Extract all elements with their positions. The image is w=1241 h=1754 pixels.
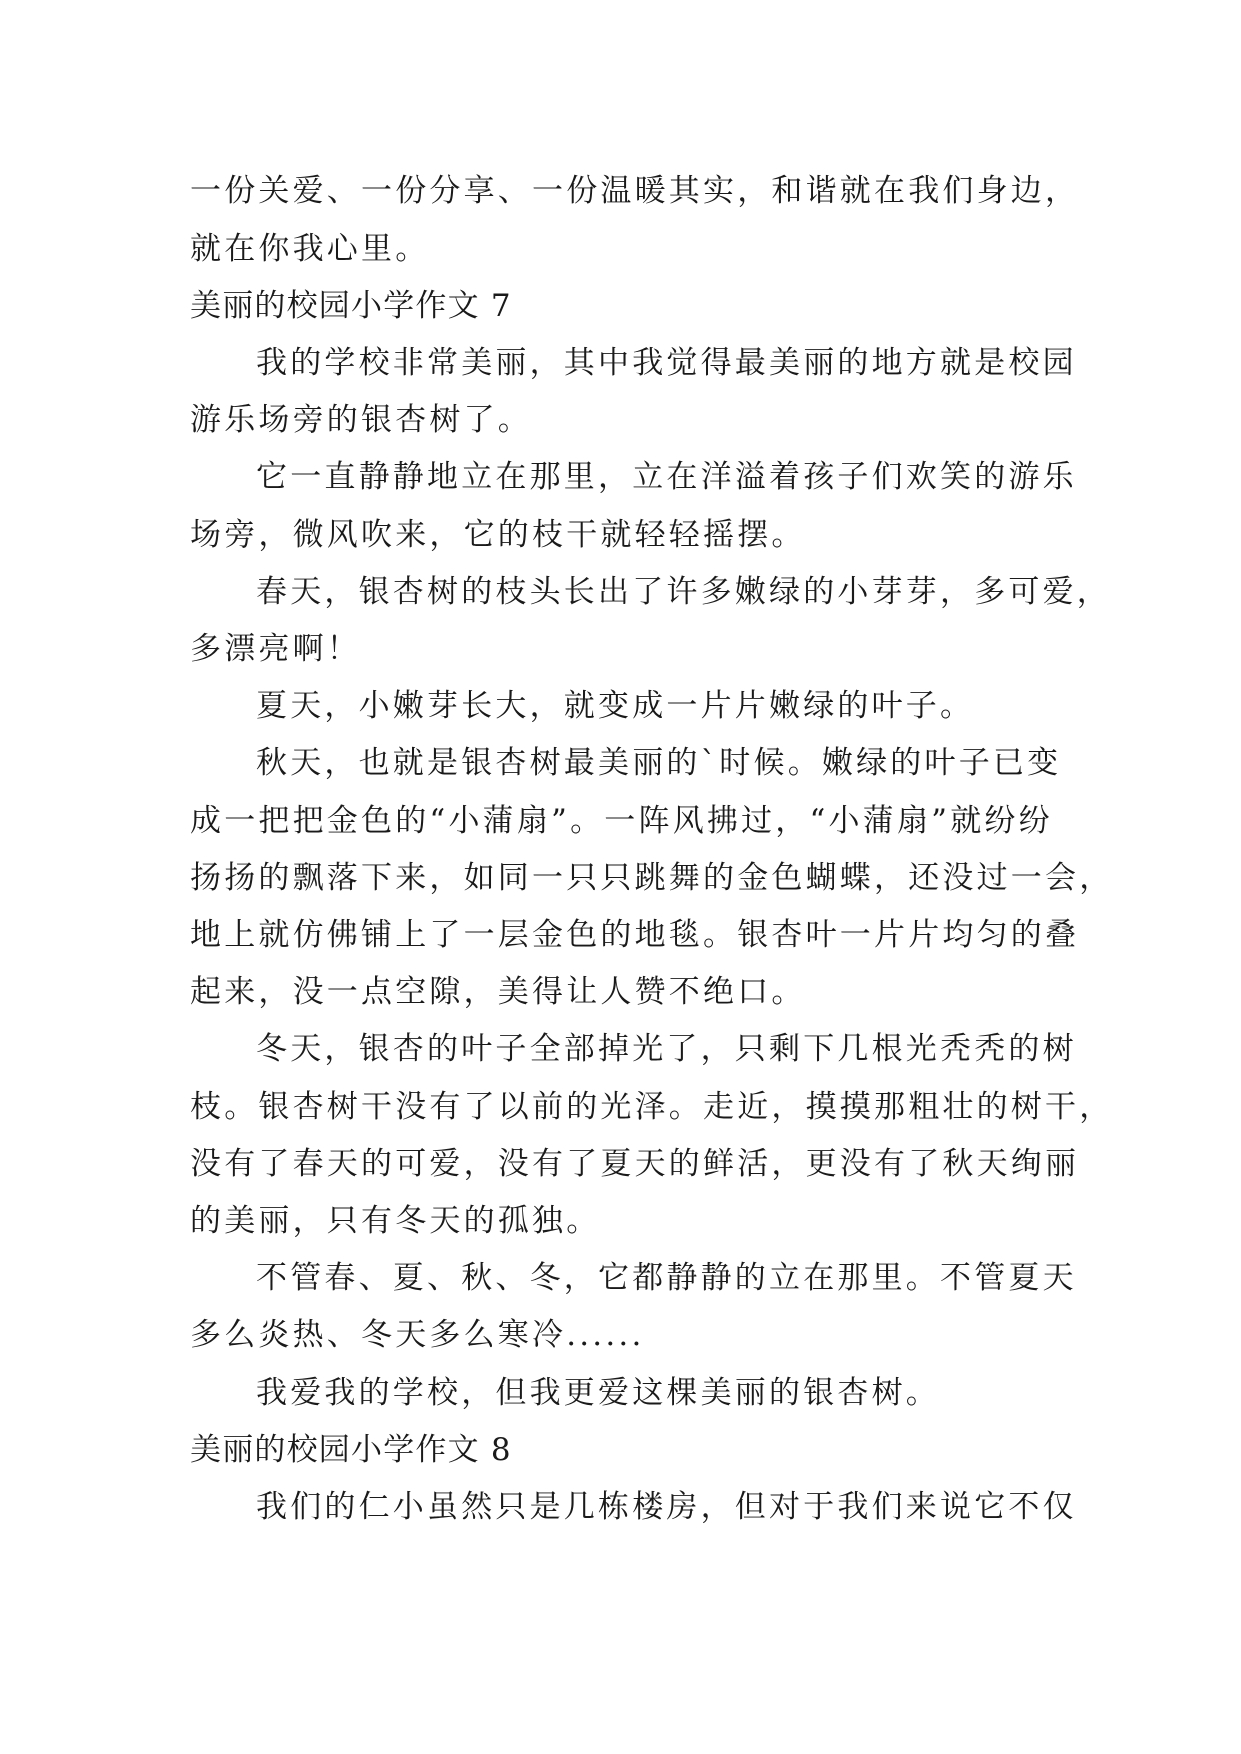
section-heading: 美丽的校园小学作文 8	[190, 1432, 512, 1468]
text-line: 就在你我心里。	[190, 231, 430, 267]
text-line: 扬扬的飘落下来，如同一只只跳舞的金色蝴蝶，还没过一会，	[190, 860, 1114, 896]
paragraph-first-line: 它一直静静地立在那里，立在洋溢着孩子们欢笑的游乐	[256, 459, 1077, 495]
paragraph-first-line: 夏天，小嫩芽长大，就变成一片片嫩绿的叶子。	[256, 688, 975, 724]
paragraph-first-line: 我的学校非常美丽，其中我觉得最美丽的地方就是校园	[256, 345, 1077, 381]
text-line: 场旁，微风吹来，它的枝干就轻轻摇摆。	[190, 517, 806, 553]
text-line: 游乐场旁的银杏树了。	[190, 402, 532, 438]
section-heading: 美丽的校园小学作文 7	[190, 288, 512, 324]
text-line: 地上就仿佛铺上了一层金色的地毯。银杏叶一片片均匀的叠	[190, 917, 1080, 953]
text-line: 多么炎热、冬天多么寒冷......	[190, 1317, 645, 1353]
text-line: 没有了春天的可爱，没有了夏天的鲜活，更没有了秋天绚丽	[190, 1146, 1080, 1182]
paragraph-first-line: 春天，银杏树的枝头长出了许多嫩绿的小芽芽，多可爱，	[256, 574, 1111, 610]
text-line: 多漂亮啊！	[190, 631, 361, 667]
text-line: 成一把把金色的“小蒲扇”。一阵风拂过，“小蒲扇”就纷纷	[190, 803, 1053, 839]
text-line: 一份关爱、一份分享、一份温暖其实，和谐就在我们身边，	[190, 173, 1080, 209]
paragraph-first-line: 秋天，也就是银杏树最美丽的`时候。嫩绿的叶子已变	[256, 745, 1062, 781]
paragraph-first-line: 我们的仁小虽然只是几栋楼房，但对于我们来说它不仅	[256, 1489, 1077, 1525]
text-line: 的美丽，只有冬天的孤独。	[190, 1203, 601, 1239]
paragraph-first-line: 我爱我的学校，但我更爱这棵美丽的银杏树。	[256, 1375, 940, 1411]
text-line: 枝。银杏树干没有了以前的光泽。走近，摸摸那粗壮的树干，	[190, 1089, 1114, 1125]
paragraph-first-line: 冬天，银杏的叶子全部掉光了，只剩下几根光秃秃的树	[256, 1031, 1077, 1067]
paragraph-first-line: 不管春、夏、秋、冬，它都静静的立在那里。不管夏天	[256, 1260, 1077, 1296]
text-line: 起来，没一点空隙，美得让人赞不绝口。	[190, 974, 806, 1010]
